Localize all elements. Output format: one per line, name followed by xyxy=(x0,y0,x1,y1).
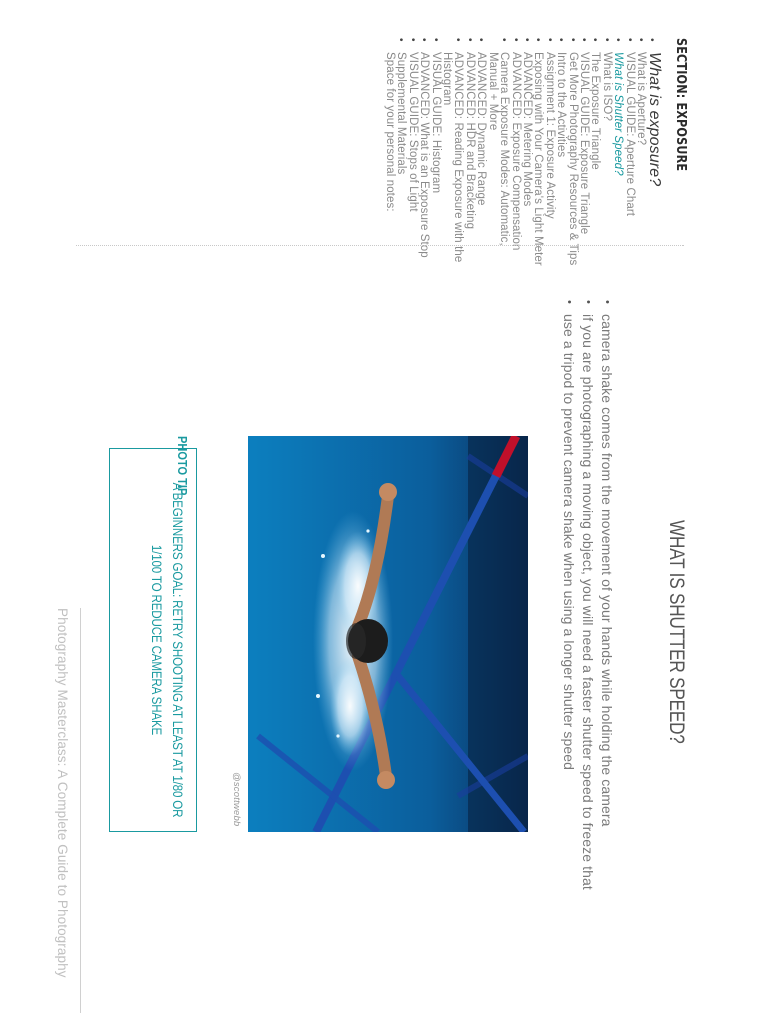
toc-item-what-is-exposure[interactable]: • What is exposure? xyxy=(646,38,663,278)
article-bullet-list xyxy=(559,300,616,900)
toc-item-stops-of-light[interactable]: • VISUAL GUIDE: Stops of Light xyxy=(406,38,417,278)
article-title: WHAT IS SHUTTER SPEED? xyxy=(665,520,688,744)
section-divider xyxy=(76,245,684,246)
toc-list xyxy=(384,38,663,278)
section-title: SECTION: EXPOSURE xyxy=(673,38,688,172)
footer-text: Photography Masterclass: A Complete Guide to Photography xyxy=(55,608,70,978)
photo-credit: @scottwebb xyxy=(231,772,242,827)
photo-tip-box xyxy=(109,448,197,832)
swimmer-photo xyxy=(248,436,528,832)
toc-item-dynamic-range[interactable]: • ADVANCED: Dynamic Range xyxy=(475,38,486,278)
article-bullet: • camera shake comes from the movement of your hands while holding the camera xyxy=(597,300,616,900)
toc-item-light-meter[interactable]: • Exposing with Your Camera's Light Meter xyxy=(532,38,543,278)
toc-item-exposure-modes[interactable]: • Camera Exposure Modes: Automatic, Manual + More xyxy=(486,38,509,278)
toc-item-exposure-compensation[interactable]: • ADVANCED: Exposure Compensation xyxy=(509,38,520,278)
toc-item-what-is-shutter-speed[interactable]: • What is Shutter Speed? xyxy=(612,38,623,278)
toc-item-exposure-stop[interactable]: • ADVANCED: What is an Exposure Stop xyxy=(418,38,429,278)
toc-item-intro-activities[interactable]: • Intro to the Activities xyxy=(555,38,566,278)
toc-item-supplemental-materials[interactable]: • Supplemental Materials xyxy=(395,38,406,278)
footer-rule xyxy=(80,608,81,1013)
toc-item-what-is-aperture[interactable]: • What is Aperture? xyxy=(635,38,646,278)
photo-tip-text-line-2: 1/100 TO REDUCE CAMERA SHAKE xyxy=(149,544,164,736)
toc-item-reading-histogram[interactable]: • ADVANCED: Reading Exposure with the Histogram xyxy=(441,38,464,278)
toc-item-exposure-triangle-guide[interactable]: • VISUAL GUIDE: Exposure Triangle xyxy=(578,38,589,278)
article-bullet: • use a tripod to prevent camera shake when using a longer shutter speed xyxy=(559,300,578,900)
toc-item-what-is-iso[interactable]: • What is ISO? xyxy=(600,38,611,278)
toc-item-assignment-1[interactable]: • Assignment 1: Exposure Activity xyxy=(543,38,554,278)
toc-item-exposure-triangle[interactable]: • The Exposure Triangle xyxy=(589,38,600,278)
photo-tip-heading: PHOTO TIP xyxy=(175,436,190,496)
article-bullet: • if you are photographing a moving object, you will need a faster shutter speed to freeze that xyxy=(578,300,597,900)
toc-item-metering-modes[interactable]: • ADVANCED: Metering Modes xyxy=(521,38,532,278)
toc-item-hdr-bracketing[interactable]: • ADVANCED: HDR and Bracketing xyxy=(464,38,475,278)
toc-item-resources-tips[interactable]: • Get More Photography Resources & Tips xyxy=(566,38,577,278)
toc-notes-label: Space for your personal notes: xyxy=(384,52,397,212)
toc-item-aperture-chart[interactable]: • VISUAL GUIDE: Aperture Chart xyxy=(623,38,634,278)
toc-item-histogram-guide[interactable]: • VISUAL GUIDE: Histogram xyxy=(429,38,440,278)
table-of-contents xyxy=(198,38,688,278)
photo-tip-text-line-1: A BEGINNERS GOAL: RETRY SHOOTING AT LEAST AT 1/80 OR xyxy=(170,482,185,818)
